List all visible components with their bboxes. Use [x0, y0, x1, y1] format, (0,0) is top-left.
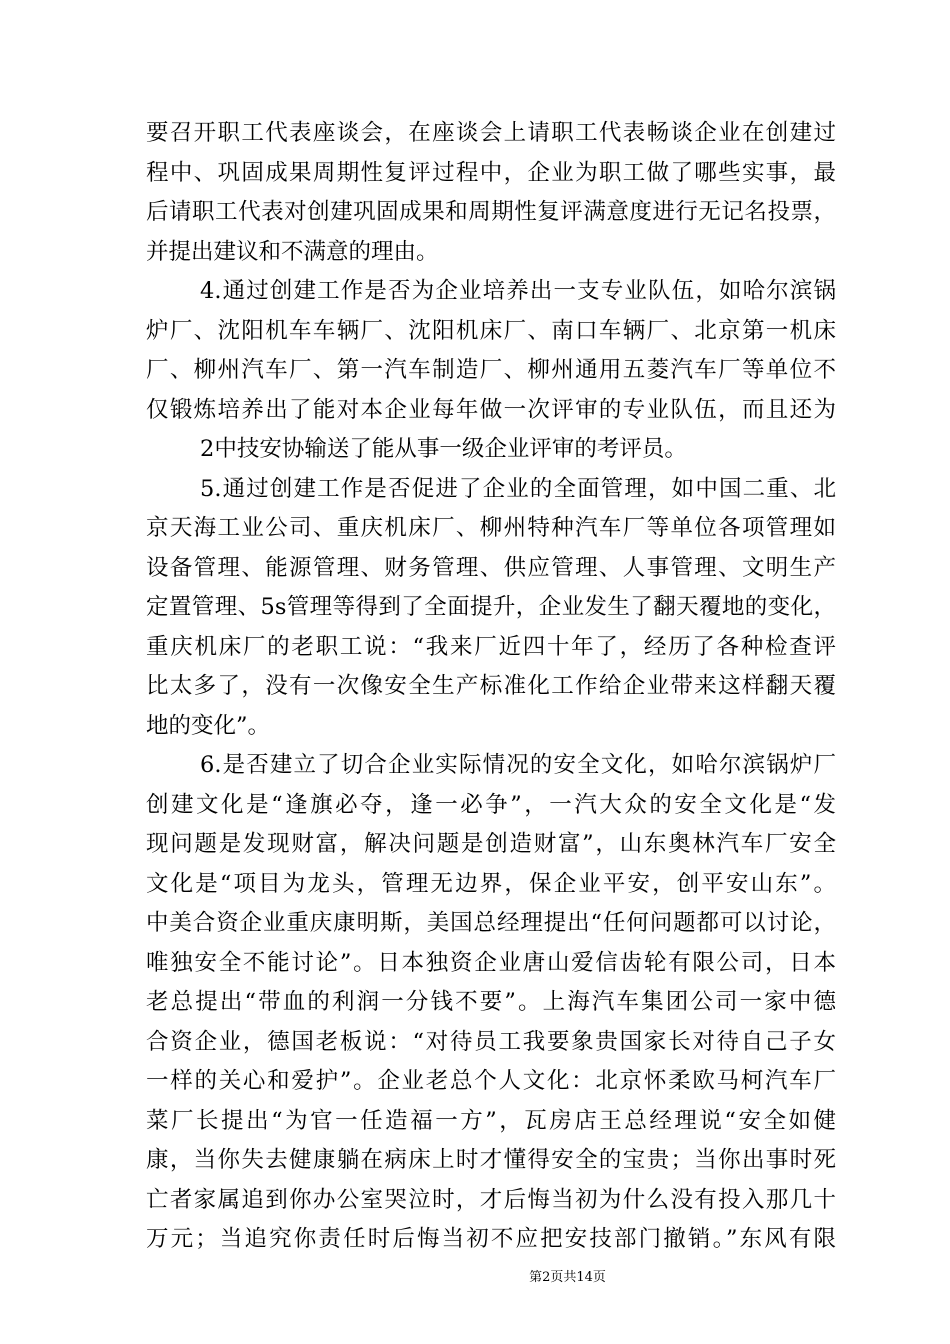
text-line: 地的变化”。: [146, 712, 271, 739]
text-line: 后请职工代表对创建巩固成果和周期性复评满意度进行无记名投票，: [146, 199, 836, 225]
text-line: 一样的关心和爱护”。企业老总个人文化：北京怀柔欧马柯汽车厂: [146, 1068, 836, 1094]
text-line: 比太多了，没有一次像安全生产标准化工作给企业带来这样翻天覆: [146, 673, 836, 699]
text-line: 程中、巩固成果周期性复评过程中，企业为职工做了哪些实事，最: [146, 159, 836, 186]
text-line: 4.通过创建工作是否为企业培养出一支专业队伍，如哈尔滨锅: [200, 278, 836, 304]
text-line: 中美合资企业重庆康明斯，美国总经理提出“任何问题都可以讨论，: [146, 910, 836, 936]
text-line: 仅锻炼培养出了能对本企业每年做一次评审的专业队伍，而且还为: [146, 396, 836, 423]
text-line: 要召开职工代表座谈会，在座谈会上请职工代表畅谈企业在创建过: [146, 120, 836, 146]
text-line: 炉厂、沈阳机车车辆厂、沈阳机床厂、南口车辆厂、北京第一机床: [146, 317, 836, 344]
page-number: 第2页共14页: [529, 1270, 606, 1285]
text-line: 文化是“项目为龙头，管理无边界，保企业平安，创平安山东”。: [146, 870, 836, 897]
text-line: 5.通过创建工作是否促进了企业的全面管理，如中国二重、北: [200, 475, 836, 502]
text-line: 合资企业，德国老板说：“对待员工我要象贵国家长对待自己子女: [146, 1028, 836, 1055]
text-line: 2中技安协输送了能从事一级企业评审的考评员。: [200, 436, 687, 462]
text-line: 唯独安全不能讨论”。日本独资企业唐山爱信齿轮有限公司，日本: [146, 949, 836, 976]
text-line: 重庆机床厂的老职工说：“我来厂近四十年了，经历了各种检查评: [146, 633, 836, 660]
body-text: [146, 114, 836, 1260]
text-line: 京天海工业公司、重庆机床厂、柳州特种汽车厂等单位各项管理如: [146, 515, 836, 541]
text-line: 老总提出“带血的利润一分钱不要”。上海汽车集团公司一家中德: [146, 989, 836, 1015]
text-line: 康，当你失去健康躺在病床上时才懂得安全的宝贵；当你出事时死: [146, 1147, 836, 1173]
text-line: 菜厂长提出“为官一任造福一方”，瓦房店王总经理说“安全如健: [146, 1107, 836, 1134]
text-line: 万元；当追究你责任时后悔当初不应把安技部门撤销。”东风有限: [146, 1226, 836, 1252]
text-line: 定置管理、5s管理等得到了全面提升，企业发生了翻天覆地的变化，: [146, 594, 836, 620]
text-line: 现问题是发现财富，解决问题是创造财富”，山东奥林汽车厂安全: [146, 831, 836, 857]
text-line: 亡者家属追到你办公室哭泣时，才后悔当初为什么没有投入那几十: [146, 1186, 836, 1213]
text-line: 6.是否建立了切合企业实际情况的安全文化，如哈尔滨锅炉厂: [200, 752, 836, 778]
text-line: 并提出建议和不满意的理由。: [146, 238, 439, 265]
text-line: 厂、柳州汽车厂、第一汽车制造厂、柳州通用五菱汽车厂等单位不: [146, 357, 836, 383]
text-line: 创建文化是“逢旗必夺，逢一必争”，一汽大众的安全文化是“发: [146, 791, 836, 818]
text-line: 设备管理、能源管理、财务管理、供应管理、人事管理、文明生产: [146, 554, 836, 581]
